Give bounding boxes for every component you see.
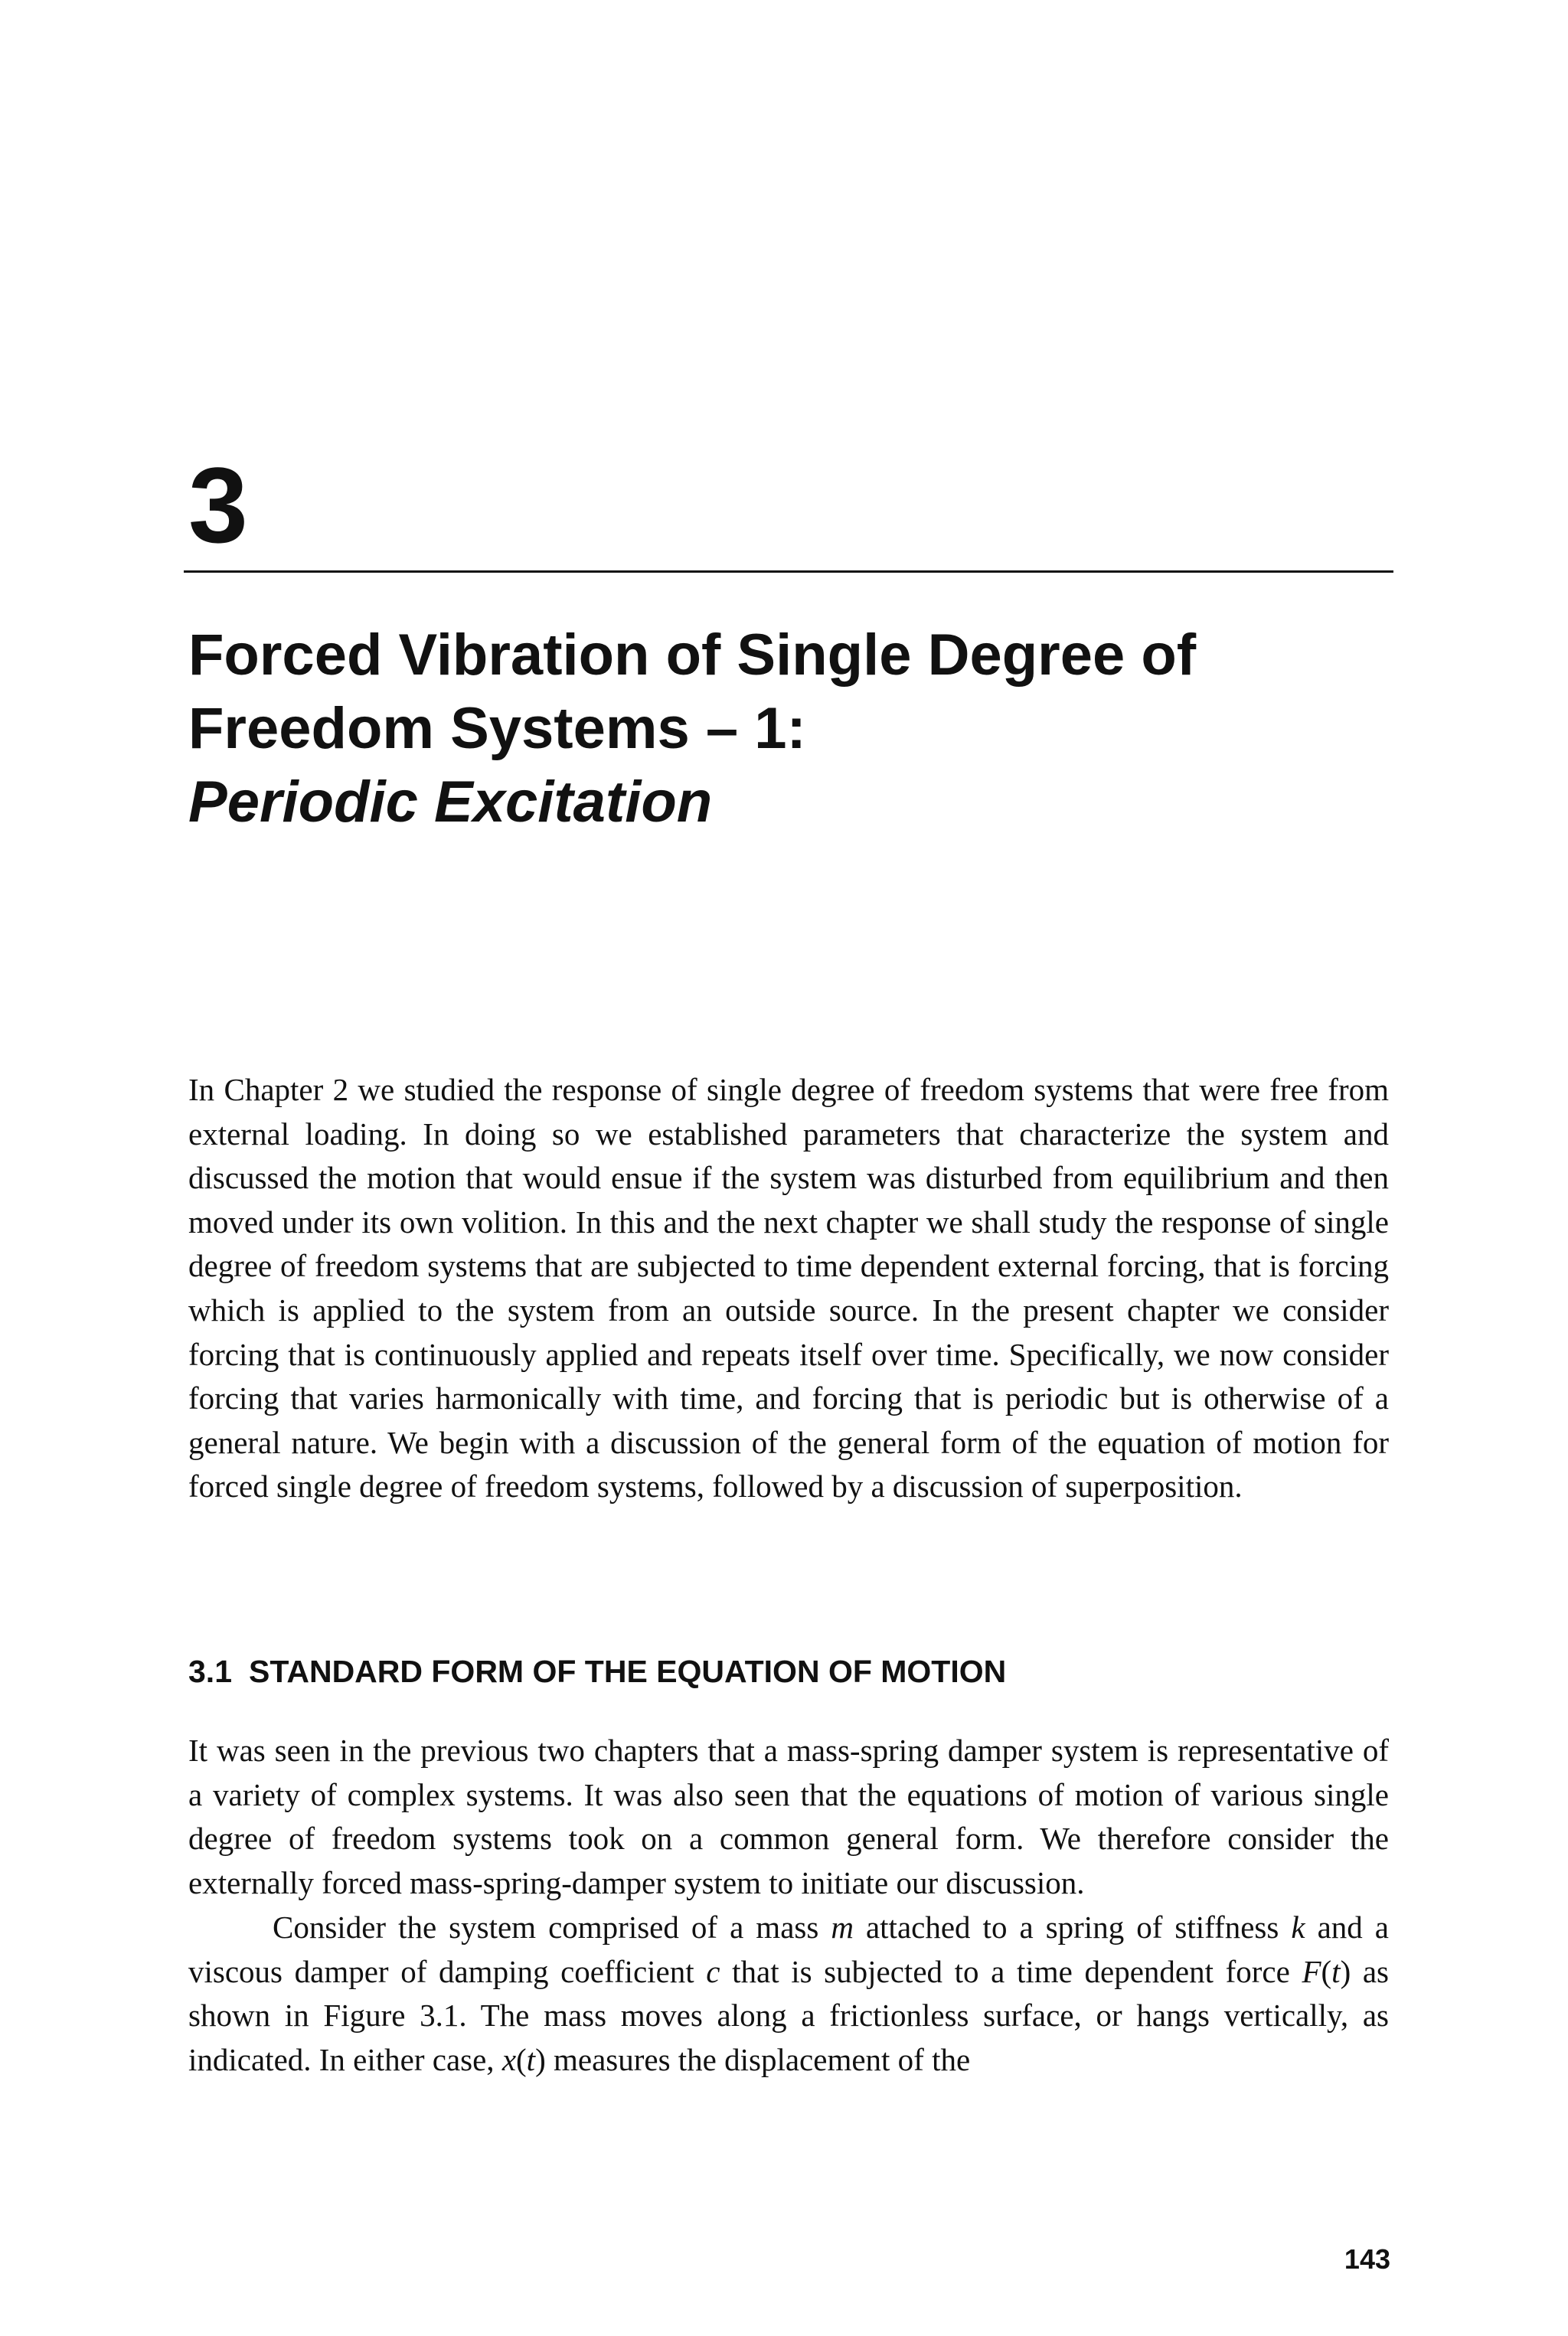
section-title: STANDARD FORM OF THE EQUATION OF MOTION [249,1654,1007,1689]
text-run: Consider the system comprised of a mass [273,1910,831,1945]
var-k: k [1291,1910,1305,1945]
chapter-title [188,619,1398,839]
var-m: m [831,1910,854,1945]
chapter-title-line-2: Freedom Systems – 1: [188,696,806,761]
chapter-number: 3 [188,445,248,565]
section-heading [188,1652,1006,1691]
text-run: and a viscous damper of damping coefficient [188,1910,1389,1989]
page-number: 143 [1344,2243,1390,2275]
chapter-subtitle: Periodic Excitation [188,769,713,835]
chapter-title-line-1: Forced Vibration of Single Degree of [188,622,1197,688]
var-x: x [501,2041,517,2077]
section-number: 3.1 [188,1654,232,1689]
text-run: that is subjected to a time dependent force [720,1953,1302,1989]
var-c: c [706,1953,720,1989]
chapter-rule [184,570,1393,573]
text-run: ) as shown in Figure 3.1. The mass moves along a frictionless surface, or hangs vertically, as indicated. In either case, [188,1953,1389,2077]
section-paragraph-1: It was seen in the previous two chapters that a mass-spring damper system is representative of a variety of complex systems. It was also seen that the equations of motion of various single degree of freedom systems took on a common general form. We therefore consider the externally forced mass-spring-damper system to initiate our discussion. [188,1733,1389,1900]
text-run: ) measures the displacement of the [535,2041,971,2077]
text-run: attached to a spring of stiffness [853,1910,1292,1945]
text-run: ( [516,2041,527,2077]
var-F: F [1302,1953,1321,1989]
var-t: t [1331,1953,1341,1989]
var-t: t [526,2041,536,2077]
section-paragraph-2 [188,1906,1389,2082]
text-run: ( [1321,1953,1332,1989]
intro-paragraph: In Chapter 2 we studied the response of single degree of freedom systems that were free from external loading. In doing so we established parameters that characterize the system and discussed the motion that would ensue if the system was disturbed from equilibrium and then moved under its own volition. In this and the next chapter we shall study the response of single degree of freedom systems that are subjected to time dependent external forcing, that is forcing which is applied to the system from an outside source. In the present chapter we consider forcing that is continuously applied and repeats itself over time. Specifically, we now consider forcing that varies harmonically with time, and forcing that is periodic but is otherwise of a general nature. We begin with a discussion of the general form of the equation of motion for forced single degree of freedom systems, followed by a discussion of superposition. [188,1072,1389,1505]
